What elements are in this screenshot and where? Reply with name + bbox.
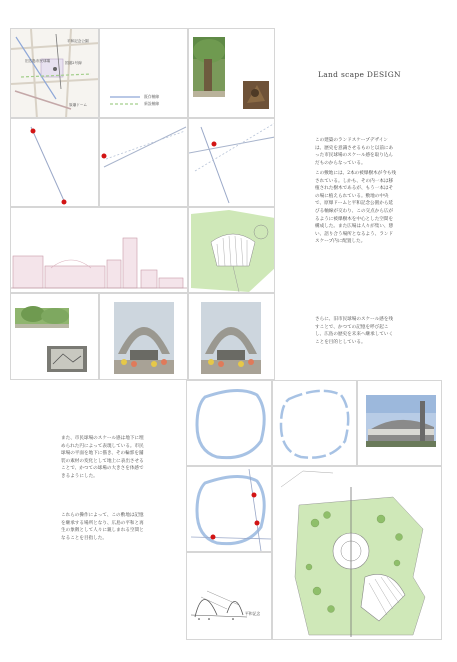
perspective-sketch [187,553,272,640]
elevation-panel [10,207,188,293]
axis-diagram-3 [188,118,275,207]
site-plan-panel [272,466,442,640]
axis-line-diagram [11,119,99,207]
page-title: Land scape DESIGN [318,70,401,79]
stadium-photo [358,381,442,466]
map-label-stadium: 旧広島市民球場 [25,59,51,63]
map-legend-panel [99,28,188,118]
paragraph-2: この敷地には、2本の被爆樹木が今も残されている。しかも、その内一本は移植された樹木であるが、もう一本はその場に植えられている。敷地の中央で、原爆ドームと平和記念公園から延びる軸線が交わり、この交点から広がるように被爆樹木を中心とした空間を構成した。また広場は人々が集い、憩い、語り合う場所となるよう、ランドスケープ内に配置した。 [315,171,397,245]
tree-photos [189,29,275,118]
cenotaph-photo-1 [99,293,188,380]
sketch-panel [186,552,272,640]
building-elevation-drawing [11,208,188,293]
sketch-caption: 平和記念 [245,611,261,616]
paragraph-4: また、市民球場のスケール感は地下に埋められた円によって表現している。市民球場の平面を地下に描き、その輪郭を舗装の素材の変化として地上に表出させることで、かつての球場の大きさを体感できるようにした。 [61,436,144,479]
stadium-outline-2 [272,380,357,466]
photo-panel-1 [10,293,99,380]
map-label-dome: 原爆ドーム [69,103,87,107]
stadium-outline-solid [187,381,272,466]
axis-diagram-1 [10,118,99,207]
tree-photo-panel [188,28,275,118]
cenotaph-photo [100,294,188,380]
map-label-park: 平和記念公園 [67,39,89,43]
legend-label-new: 新設軸線 [144,101,160,106]
axis-diagram-2 [99,118,188,207]
paragraph-1: この建築のランドスケープデザインは、歴史を意識させるものと以前にあった市民球場のスケール感を取り込んだものからなっている。 [315,138,394,166]
plan-green-panel [188,207,275,293]
stadium-outline-with-axis [187,467,272,552]
park-photos [11,294,99,380]
landscape-site-plan [273,467,442,640]
legend-label-existing: 既存軸線 [144,94,160,99]
site-map-panel [10,28,99,118]
axis-intersection-diagram [189,119,275,207]
stadium-photo-panel [357,380,442,466]
axis-cross-diagram [100,119,188,207]
stadium-outline-1 [186,380,272,466]
stadium-axis-diagram [186,466,272,552]
cenotaph-photo [189,294,275,380]
cenotaph-photo-2 [188,293,275,380]
stadium-outline-dashed [273,381,357,466]
paragraph-5: これらの操作によって、この敷地は記憶を継承する場所となり、広島の平和と再生の象徴として人々に親しまれる空間となることを目指した。 [61,513,144,541]
paragraph-3: さらに、旧市民球場のスケール感を残すことで、かつての記憶を呼び起こし、広島の歴史を未来へ継承していくことを目的としている。 [315,317,394,345]
map-label-road: 国道2号線 [65,61,82,65]
landscape-plan-green [189,208,275,293]
